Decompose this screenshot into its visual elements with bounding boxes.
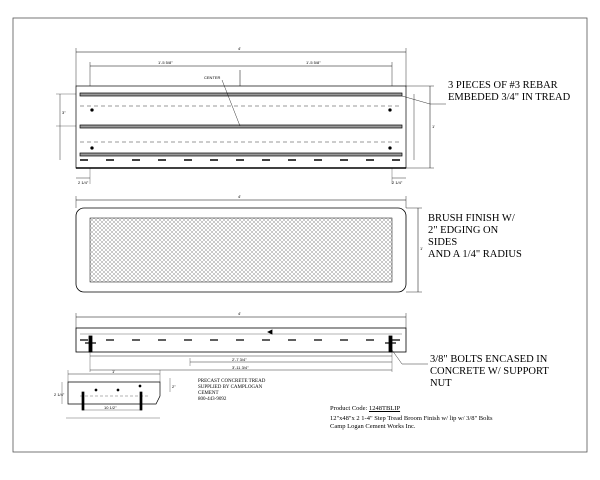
- overall-length-label: 4': [238, 46, 241, 51]
- top-view: [56, 48, 446, 184]
- section-a-label: 2 1/4": [54, 392, 65, 397]
- product-description: 12"x48"x 2 1-4" Step Tread Broom Finish w/ lip w/ 3/8" Bolts: [330, 415, 493, 422]
- rebar-offset-label: 3": [62, 110, 66, 115]
- brush-finish-area: [90, 218, 392, 282]
- side-length-label: 4': [238, 311, 241, 316]
- edge-left-label: 2 1/4": [78, 180, 89, 185]
- center-label: CENTER: [204, 75, 221, 80]
- finish-view: [76, 196, 422, 292]
- rebar-2: [80, 125, 402, 128]
- section-b-label: 2": [172, 384, 176, 389]
- bolt-left: [89, 336, 92, 352]
- section-detail: [62, 370, 170, 418]
- rebar-note: 3 PIECES OF #3 REBAR EMBEDED 3/4" IN TREAD: [448, 80, 571, 103]
- bolts-note: 3/8" BOLTS ENCASED IN CONCRETE W/ SUPPORT NUT: [430, 354, 549, 389]
- bolt-right: [389, 336, 392, 352]
- side-view: [76, 313, 428, 372]
- edge-right-label: 2 1/4": [392, 180, 403, 185]
- section-inner-label: 10 1/2": [104, 405, 117, 410]
- company-name: Camp Logan Cement Works Inc.: [330, 423, 416, 430]
- product-code-value: 1248TBLIP: [369, 405, 401, 412]
- product-code-label: Product Code:: [330, 405, 368, 412]
- section-width-label: 1': [112, 369, 115, 374]
- brush-finish-note: BRUSH FINISH W/ 2" EDGING ON SIDES AND A 1/4" RADIUS: [428, 213, 522, 260]
- half-right-label: 1'-5 5/8": [306, 60, 321, 65]
- product-title-block: [330, 405, 580, 431]
- rebar-1: [80, 93, 402, 96]
- finish-length-label: 4': [238, 194, 241, 199]
- bolt-span-label: 3'-11 3/4": [232, 365, 249, 370]
- depth-label: 1': [432, 124, 435, 129]
- supplier-note: PRECAST CONCRETE TREAD SUPPLIED BY CAMPLOGAN CEMENT 800-443-9092: [198, 379, 266, 402]
- half-left-label: 1'-5 5/8": [158, 60, 173, 65]
- bolt-spacing-label: 2'-7 3/4": [232, 357, 247, 362]
- finish-depth-label: 1': [420, 246, 423, 251]
- rebar-3: [80, 153, 402, 156]
